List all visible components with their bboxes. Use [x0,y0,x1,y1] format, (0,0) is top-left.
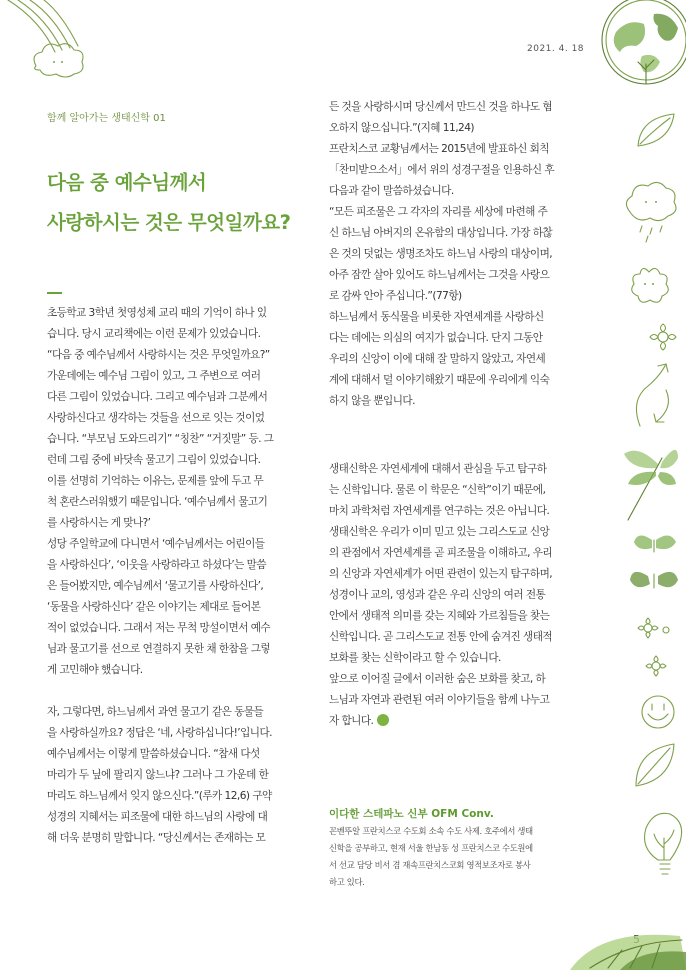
flower-icon [634,616,678,678]
light-bulb-icon [640,808,686,892]
flower-icon [626,262,672,308]
dragonfly-icon [618,440,680,524]
author-name: 이다한 스테파노 신부 OFM Conv. [329,808,494,820]
author-bio: 꼰벤뚜알 프란치스코 수도회 소속 수도 사제. 호주에서 생태 신학을 공부하고, 현재 서울 한남동 성 프란치스코 수도원에 서 선교 담당 비서 겸 재속프란치스코회 영적보조자로 봉사 하고 있다. [329,826,533,887]
right-column-top [329,97,584,412]
butterfly-icon [628,530,684,606]
paragraph-text: 생태신학은 자연세계에 대해서 관심을 두고 탐구하 는 신학입니다. 물론 이 학문은 “신학”이기 때문에, 마치 과학처럼 자연세계를 연구하는 것은 아닙니다. 생태신학은 우리가 이미 믿고 있는 그리스도교 신앙 의 관점에서 자연세계를 곧 피조물을 이해하고, 우리 의 신앙과 자연세계가 어떤 관련이 있는지 탐구하며, 성경이나 교의, 영성과 같은 우리 신앙의 여러 전통 안에서 생태적 의미를 갖는 지혜와 가르침들을 찾는 신학입니다. 곧 그리스도교 전통 안에 숨겨진 생태적 보화를 찾는 신학이라고 할 수 있습니다. 앞으로 이어질 글에서 이러한 숨은 보화를 찾고, 하 느님과 자연과 관련된 여러 이야기들을 함께 나누고 자 합니다. [329,463,553,727]
smiley-icon [638,692,678,732]
article-title-line-2: 사랑하시는 것은 무엇일까요? [47,211,291,234]
globe-tree-icon [598,0,686,90]
paragraph: 초등학교 3학년 첫영성체 교리 때의 기억이 하나 있 습니다. 당시 교리책에는 이런 문제가 있었습니다. “다음 중 예수님께서 사랑하시는 것은 무엇일까요?” 가운데에는 예수님 그림이 있고, 그 주변으로 여러 다른 그림이 있었습니다. 그리고 예수님과 그분께서 사랑하신다고 생각하는 것들을 선으로 잇는 것이었 습니다. “부모님 도와드리기” “칭찬” “거짓말” 등. 그 런데 그림 중에 바닷속 물고기 그림이 있었습니다. 이를 선명히 기억하는 이유는, 문제를 앞에 두고 무 척 혼란스러워했기 때문입니다. ‘예수님께서 물고기 를 사랑하시는 게 맞나?’ 성당 주일학교에 다니면서 ‘예수님께서는 어린이들 을 사랑하신다’, ‘이웃을 사랑하라고 하셨다’는 말씀 은 들어봤지만, 예수님께서 ‘물고기를 사랑하신다’, ‘동물을 사랑하신다’ 같은 이야기는 제대로 들어본 적이 없었습니다. 그래서 저는 무척 망설이면서 예수 님과 물고기를 선으로 연결하지 못한 채 한참을 그렇 게 고민해야 했습니다. [47,307,274,676]
flower-icon [648,322,678,352]
title-divider [47,292,62,294]
recycle-arrow-icon [630,360,676,430]
leaf-icon [632,740,678,790]
palm-leaf-icon [560,918,686,970]
article-title-line-1: 다음 중 예수님께서 [47,171,207,194]
end-mark-icon [377,714,389,726]
left-column [47,303,304,849]
rainbow-cloud-icon [0,0,110,85]
rain-cloud-icon [622,178,678,244]
series-label: 함께 알아가는 생태신학 01 [47,113,166,124]
leaf-icon [634,110,678,150]
paragraph: 자, 그렇다면, 하느님께서 과연 물고기 같은 동물들 을 사랑하실까요? 정답은 ‘네, 사랑하십니다!’입니다. 예수님께서는 이렇게 말씀하셨습니다. “참새 다섯 마리가 두 닢에 팔리지 않느냐? 그러나 그 가운데 한 마리도 하느님께서 잊지 않으신다.”(루카 12,6) 구약 성경의 지혜서는 피조물에 대한 하느님의 사랑에 대 해 더욱 분명히 말합니다. “당신께서는 존재하는 모 [47,706,272,844]
issue-date: 2021. 4. 18 [527,44,585,54]
paragraph: 든 것을 사랑하시며 당신께서 만드신 것을 하나도 혐 오하지 않으십니다.”(지혜 11,24) 프란치스코 교황님께서는 2015년에 발표하신 회칙 「찬미받으소서」에서 위의 성경구절을 인용하신 후 다음과 같이 말씀하셨습니다. “모든 피조물은 그 각자의 자리를 세상에 마련해 주 신 하느님 아버지의 온유함의 대상입니다. 가장 하찮 은 것의 덧없는 생명조차도 하느님 사랑의 대상이며, 아주 잠깐 살아 있어도 하느님께서는 그것을 사랑으 로 감싸 안아 주십니다.”(77항) 하느님께서 동식물을 비롯한 자연세계를 사랑하신 다는 데에는 의심의 여지가 없습니다. 단지 그동안 우리의 신앙이 이에 대해 잘 말하지 않았고, 자연세 계에 대해서 덜 이야기해왔기 때문에 우리에게 익숙 하지 않을 뿐입니다. [329,101,555,407]
paragraph [329,459,584,732]
right-column-bottom [329,459,584,732]
